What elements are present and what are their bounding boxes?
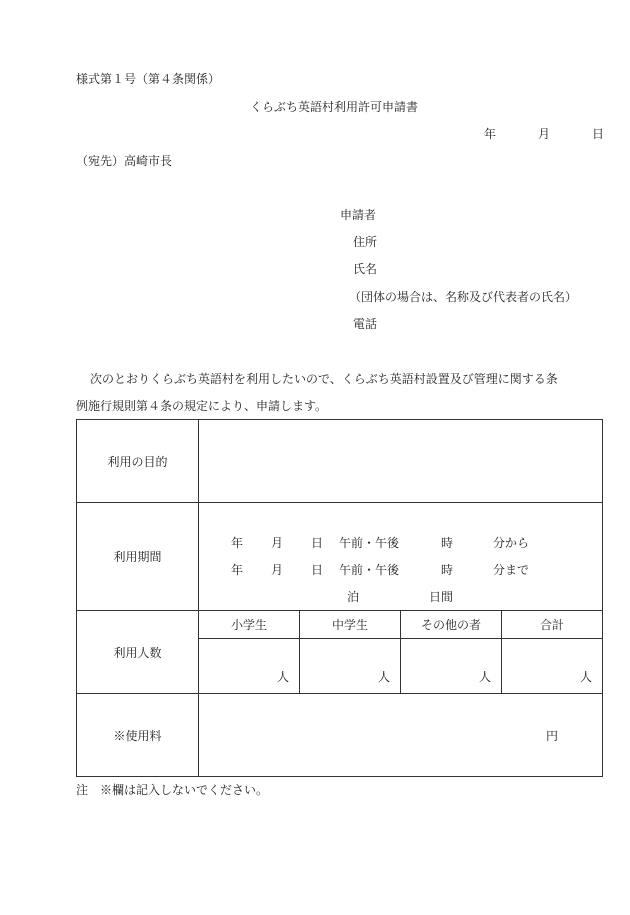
count-elementary-field[interactable]: 人 [199,639,300,694]
form-number: 様式第１号（第４条関係） [76,72,221,86]
period-to-minute: 分まで [493,563,530,577]
addressee: （宛先）高崎市長 [76,154,173,168]
period-nights: 泊 [347,590,360,604]
period-from-ampm: 午前・午後 [339,536,400,550]
body-text-line2: 例施行規則第４条の規定により、申請します。 [76,399,328,413]
period-days: 日間 [429,590,454,604]
fee-field: 円 [199,694,603,777]
period-to-day: 日 [311,563,324,577]
count-header-others: その他の者 [401,611,502,639]
body-text-line1: 次のとおりくらぶち英語村を利用したいので、くらぶち英語村設置及び管理に関する条 [90,372,558,386]
purpose-field[interactable] [199,420,603,503]
period-from-hour: 時 [441,536,454,550]
applicant-phone-label: 電話 [353,317,378,331]
applicant-name-note: （団体の場合は、名称及び代表者の氏名） [349,290,578,304]
count-others-field[interactable]: 人 [401,639,502,694]
applicant-heading: 申請者 [340,208,377,222]
purpose-label: 利用の目的 [77,420,199,503]
period-to-hour: 時 [441,563,454,577]
date-year: 年 [484,127,497,141]
count-header-total: 合計 [502,611,603,639]
period-to-year: 年 [231,563,244,577]
applicant-address-label: 住所 [353,235,378,249]
period-label: 利用期間 [77,503,199,611]
period-field[interactable] [199,503,603,611]
period-from-year: 年 [231,536,244,550]
count-junior-high-field[interactable]: 人 [300,639,401,694]
period-to-ampm: 午前・午後 [339,563,400,577]
count-total-field[interactable]: 人 [502,639,603,694]
period-from-month: 月 [271,536,284,550]
applicant-name-label: 氏名 [353,262,378,276]
count-header-junior-high: 中学生 [300,611,401,639]
footnote: 注 ※欄は記入しないでください。 [76,783,269,797]
page-title: くらぶち英語村利用許可申請書 [250,100,419,114]
period-to-month: 月 [271,563,284,577]
period-from-minute: 分から [493,536,530,550]
date-month: 月 [538,127,551,141]
application-table [76,419,603,777]
count-header-elementary: 小学生 [199,611,300,639]
fee-label: ※使用料 [77,694,199,777]
date-day: 日 [592,127,605,141]
count-label: 利用人数 [77,611,199,694]
period-from-day: 日 [311,536,324,550]
